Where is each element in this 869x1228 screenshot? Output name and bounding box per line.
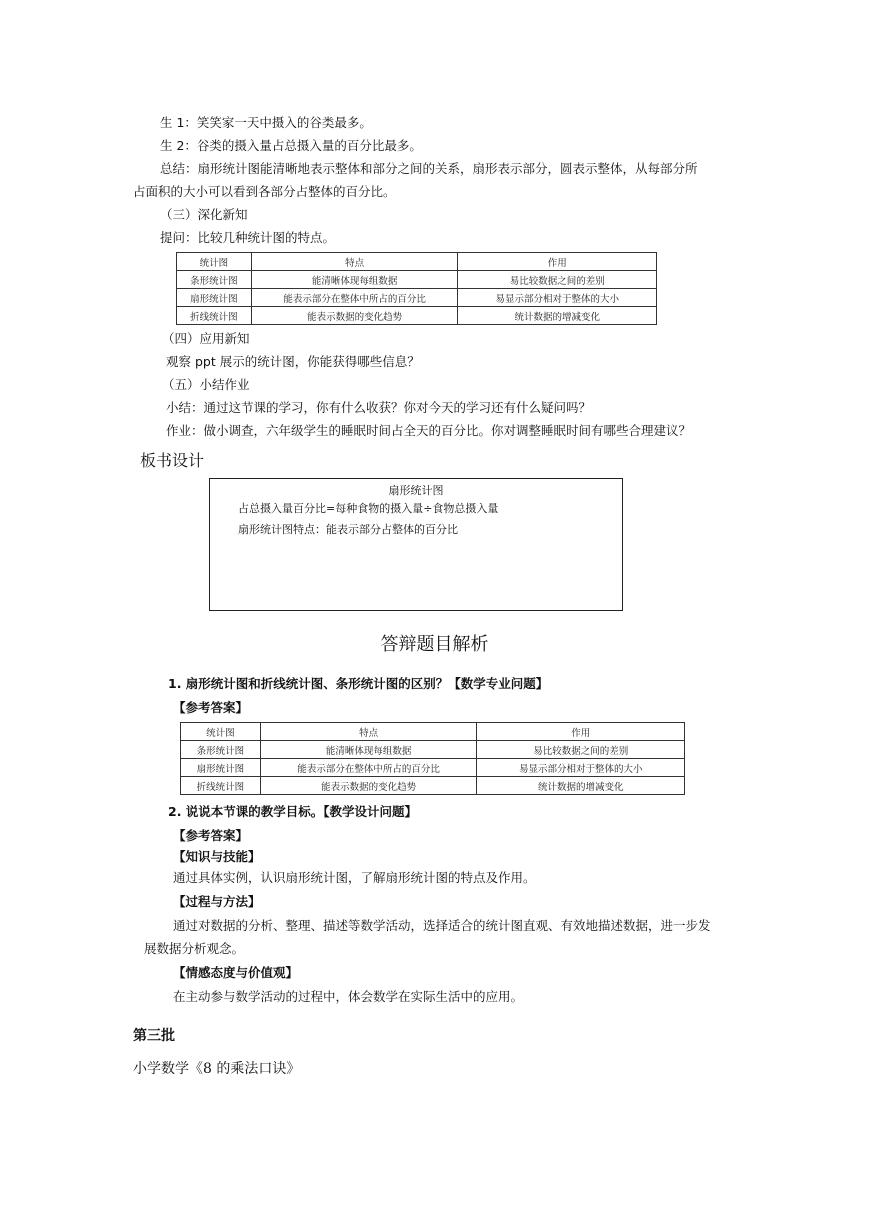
table-cell: 能表示数据的变化趋势 [260, 777, 477, 795]
board-title: 扇形统计图 [388, 484, 444, 497]
table-cell: 扇形统计图 [181, 759, 261, 777]
board-design-heading: 板书设计 [140, 451, 205, 470]
emotion-value-text: 在主动参与数学活动的过程中，体会数学在实际生活中的应用。 [173, 989, 524, 1004]
table-cell: 条形统计图 [177, 271, 252, 289]
table-header-cell: 统计图 [181, 723, 261, 741]
summary-question: 小结：通过这节课的学习，你有什么收获？你对今天的学习还有什么疑问吗？ [166, 400, 592, 415]
board-design-box [209, 478, 623, 611]
table-cell: 易显示部分相对于整体的大小 [458, 289, 657, 307]
observe-text: 观察 ppt 展示的统计图，你能获得哪些信息？ [166, 354, 420, 369]
table-row [181, 777, 685, 795]
table-header-cell: 作用 [477, 723, 685, 741]
knowledge-skill-text: 通过具体实例，认识扇形统计图，了解扇形统计图的特点及作用。 [173, 870, 536, 885]
table-header-row [177, 253, 657, 271]
reference-answer-2: 【参考答案】 [173, 828, 249, 843]
section-5-heading: （五）小结作业 [162, 377, 250, 392]
table-row [181, 741, 685, 759]
summary-line-1: 总结：扇形统计图能清晰地表示整体和部分之间的关系，扇形表示部分，圆表示整体，从每部分所 [160, 161, 698, 176]
chart-comparison-table-1 [176, 252, 657, 325]
table-cell: 能表示部分在整体中所占的百分比 [260, 759, 477, 777]
table-cell: 易比较数据之间的差别 [477, 741, 685, 759]
table-header-cell: 特点 [251, 253, 458, 271]
table-row [181, 759, 685, 777]
table-cell: 折线统计图 [181, 777, 261, 795]
knowledge-skill-title: 【知识与技能】 [173, 849, 261, 864]
process-method-text-2: 展数据分析观念。 [144, 941, 245, 956]
question-2: 2. 说说本节课的教学目标。【教学设计问题】 [168, 804, 418, 819]
board-feature: 扇形统计图特点：能表示部分占整体的百分比 [238, 523, 458, 536]
table-cell: 条形统计图 [181, 741, 261, 759]
process-method-text-1: 通过对数据的分析、整理、描述等数学活动，选择适合的统计图直观、有效地描述数据，进一步发 [173, 918, 711, 933]
student-1-answer: 生 1：笑笑家一天中摄入的谷类最多。 [160, 115, 372, 130]
table-cell: 易显示部分相对于整体的大小 [477, 759, 685, 777]
table-cell: 能清晰体现每组数据 [260, 741, 477, 759]
table-header-cell: 特点 [260, 723, 477, 741]
emotion-value-title: 【情感态度与价值观】 [173, 965, 299, 980]
question-1: 1. 扇形统计图和折线统计图、条形统计图的区别？【数学专业问题】 [168, 676, 549, 691]
table-row [177, 271, 657, 289]
question-text: 提问：比较几种统计图的特点。 [160, 230, 336, 245]
summary-line-2: 占面积的大小可以看到各部分占整体的百分比。 [133, 184, 396, 199]
table-cell: 统计数据的增减变化 [477, 777, 685, 795]
student-2-answer: 生 2：谷类的摄入量占总摄入量的百分比最多。 [160, 138, 422, 153]
chart-comparison-table-2 [180, 722, 685, 795]
reference-answer-1: 【参考答案】 [173, 700, 249, 715]
table-cell: 统计数据的增减变化 [458, 307, 657, 325]
batch-heading: 第三批 [133, 1028, 175, 1044]
table-header-cell: 统计图 [177, 253, 252, 271]
table-cell: 能表示数据的变化趋势 [251, 307, 458, 325]
defense-heading: 答辩题目解析 [380, 634, 489, 655]
process-method-title: 【过程与方法】 [173, 894, 261, 909]
table-cell: 易比较数据之间的差别 [458, 271, 657, 289]
table-row [177, 307, 657, 325]
board-formula: 占总摄入量百分比=每种食物的摄入量÷食物总摄入量 [238, 502, 499, 515]
table-row [177, 289, 657, 307]
table-header-cell: 作用 [458, 253, 657, 271]
section-4-heading: （四）应用新知 [162, 331, 250, 346]
table-cell: 折线统计图 [177, 307, 252, 325]
homework-text: 作业：做小调查，六年级学生的睡眠时间占全天的百分比。你对调整睡眠时间有哪些合理建议？ [166, 423, 692, 438]
course-title: 小学数学《8 的乘法口诀》 [133, 1061, 301, 1077]
table-cell: 能清晰体现每组数据 [251, 271, 458, 289]
table-header-row [181, 723, 685, 741]
section-3-heading: （三）深化新知 [160, 207, 248, 222]
table-cell: 扇形统计图 [177, 289, 252, 307]
table-cell: 能表示部分在整体中所占的百分比 [251, 289, 458, 307]
